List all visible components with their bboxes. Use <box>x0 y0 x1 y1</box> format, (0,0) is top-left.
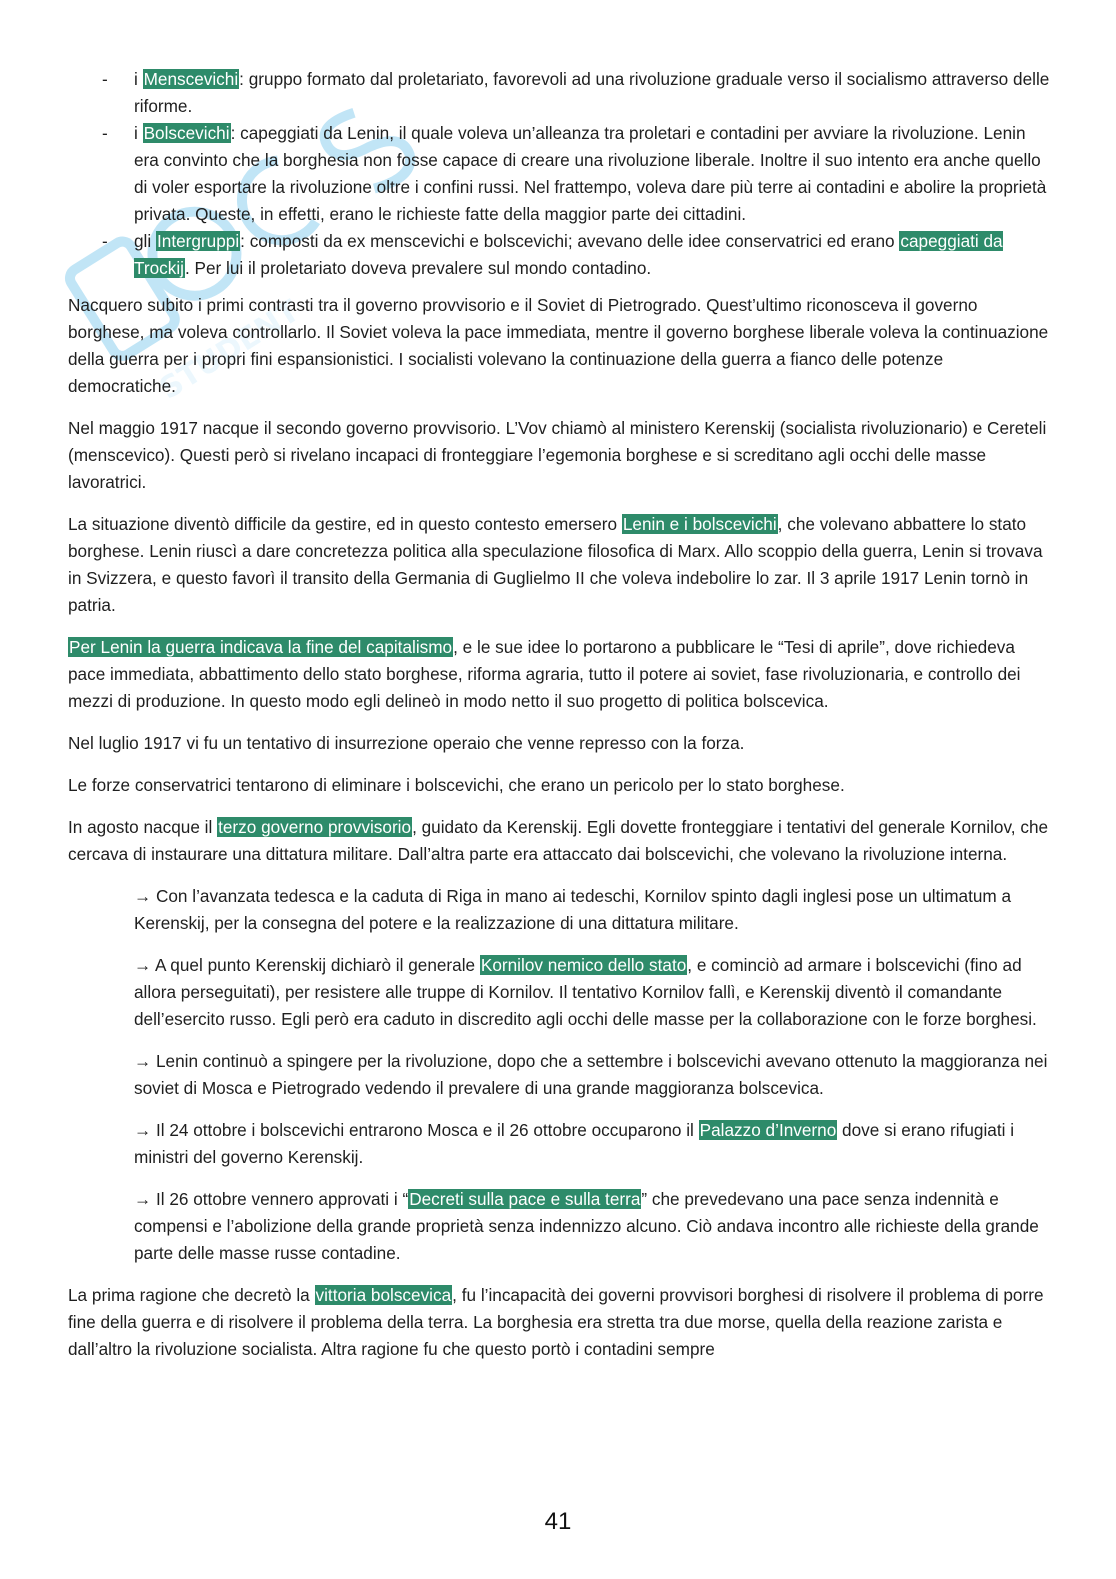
paragraph: Nel maggio 1917 nacque il secondo governo provvisorio. L’Vov chiamò al ministero Kerenskij (socialista rivoluzionario) e Cereteli (menscevico). Questi però si rivelano incapaci di fronteggiare l’egemonia borghese e si screditano agli occhi delle masse lavoratrici. <box>68 418 1047 492</box>
paragraph: Per Lenin la guerra indicava la fine del capitalismo, e le sue idee lo portarono a pubblicare le “Tesi di aprile”, dove richiedeva pace immediata, abbattimento dello stato borghese, riforma agraria, tutto il potere ai soviet, fase rivoluzionaria, e controllo dei mezzi di produzione. In questo modo egli delineò in modo netto il suo progetto di politica bolscevica. <box>68 637 1021 711</box>
arrow-paragraph: → Il 26 ottobre vennero approvati i “Decreti sulla pace e sulla terra” che prevedevano una pace senza indennità e compensi e l’abolizione della grande proprietà senza indennizzo alcuno. Ciò andava incontro alle richieste della grande parte delle masse russe contadine. <box>134 1189 1039 1263</box>
highlight: Decreti sulla pace e sulla terra <box>409 1189 641 1209</box>
arrow-paragraph: → Il 24 ottobre i bolscevichi entrarono Mosca e il 26 ottobre occuparono il Palazzo d’Inverno dove si erano rifugiati i ministri del governo Kerenskij. <box>134 1120 1015 1167</box>
svg-text:STUDENT: STUDENT <box>153 293 306 407</box>
highlight: Bolscevichi <box>143 123 230 143</box>
dash-bullet: - <box>102 69 108 89</box>
paragraph: In agosto nacque il terzo governo provvisorio, guidato da Kerenskij. Egli dovette fronteggiare i tentativi del generale Kornilov, che cercava di instaurare una dittatura militare. Dall’altra parte era attaccato dai bolscevichi, che volevano la rivoluzione interna. <box>68 817 1049 864</box>
highlight: vittoria bolscevica <box>315 1285 452 1305</box>
paragraph: Le forze conservatrici tentarono di eliminare i bolscevichi, che erano un pericolo per lo stato borghese. <box>68 775 845 795</box>
highlight: Lenin e i bolscevichi <box>622 514 777 534</box>
highlight: Kornilov nemico dello stato <box>480 955 687 975</box>
list-item: - i Bolscevichi: capeggiati da Lenin, il quale voleva un’alleanza tra proletari e contadini per avviare la rivoluzione. Lenin era convinto che la borghesia non fosse capace di creare una rivoluzione liberale. Inoltre il suo intento era anche quello di voler esportare la rivoluzione oltre i confini russi. Nel frattempo, voleva dare più terre ai contadini e abolire la proprietà privata. Queste, in effetti, erano le richieste fatte della maggior parte dei cittadini. <box>68 120 1050 228</box>
paragraph: Nacquero subito i primi contrasti tra il governo provvisorio e il Soviet di Pietrogrado. Quest’ultimo riconosceva il governo borghese, ma voleva controllarlo. Il Soviet voleva la pace immediata, mentre il governo borghese liberale voleva la continuazione della guerra per i propri fini espansionistici. I socialisti volevano la continuazione della guerra a fianco delle potenze democratiche. <box>68 295 1049 396</box>
highlight: Menscevichi <box>143 69 239 89</box>
highlight: Intergruppi <box>156 231 240 251</box>
highlight: Palazzo d’Inverno <box>699 1120 837 1140</box>
page-number: 41 <box>544 1508 572 1535</box>
arrow-paragraph: → A quel punto Kerenskij dichiarò il generale Kornilov nemico dello stato, e cominciò ad armare i bolscevichi (fino ad allora perseguitati), per resistere alle truppe di Kornilov. Il tentativo Kornilov fallì, e Kerenskij diventò il comandante dell’esercito russo. Egli però era caduto in discredito agli occhi delle masse per la collaborazione con le forze borghesi. <box>134 955 1037 1029</box>
list-item: - i Menscevichi: gruppo formato dal proletariato, favorevoli ad una rivoluzione graduale verso il socialismo attraverso delle riforme. <box>68 66 1050 120</box>
dash-bullet: - <box>102 123 108 143</box>
arrow-paragraph: → Con l’avanzata tedesca e la caduta di Riga in mano ai tedeschi, Kornilov spinto dagli inglesi pose un ultimatum a Kerenskij, per la consegna del potere e la realizzazione di una dittatura militare. <box>134 886 1012 933</box>
party-list <box>68 66 1050 282</box>
list-item: - gli Intergruppi: composti da ex menscevichi e bolscevichi; avevano delle idee conservatrici ed erano capeggiati da Trockij. Per lui il proletariato doveva prevalere sul mondo contadino. <box>68 228 1050 282</box>
highlight: terzo governo provvisorio <box>218 817 412 837</box>
paragraph: La situazione diventò difficile da gestire, ed in questo contesto emersero Lenin e i bolscevichi, che volevano abbattere lo stato borghese. Lenin riuscì a dare concretezza politica alla speculazione filosofica di Marx. Allo scoppio della guerra, Lenin si trovava in Svizzera, e questo favorì il transito della Germania di Guglielmo II che voleva indebolire lo zar. Il 3 aprile 1917 Lenin tornò in patria. <box>68 514 1043 615</box>
document-body <box>68 66 1050 1378</box>
highlight: capeggiati da Trockij <box>134 231 1003 278</box>
arrow-paragraph: → Lenin continuò a spingere per la rivoluzione, dopo che a settembre i bolscevichi avevano ottenuto la maggioranza nei soviet di Mosca e Pietrogrado vedendo il prevalere di una grande maggioranza bolscevica. <box>134 1051 1048 1098</box>
highlight: Per Lenin la guerra indicava la fine del capitalismo <box>69 637 453 657</box>
dash-bullet: - <box>102 231 108 251</box>
paragraph: La prima ragione che decretò la vittoria bolscevica, fu l’incapacità dei governi provvisori borghesi di risolvere il problema di porre fine della guerra e di risolvere il problema della terra. La borghesia era stretta tra due morse, quella della reazione zarista e dall’altro la rivoluzione socialista. Altra ragione fu che questo portò i contadini sempre <box>68 1285 1044 1359</box>
paragraph: Nel luglio 1917 vi fu un tentativo di insurrezione operaio che venne represso con la forza. <box>68 733 745 753</box>
